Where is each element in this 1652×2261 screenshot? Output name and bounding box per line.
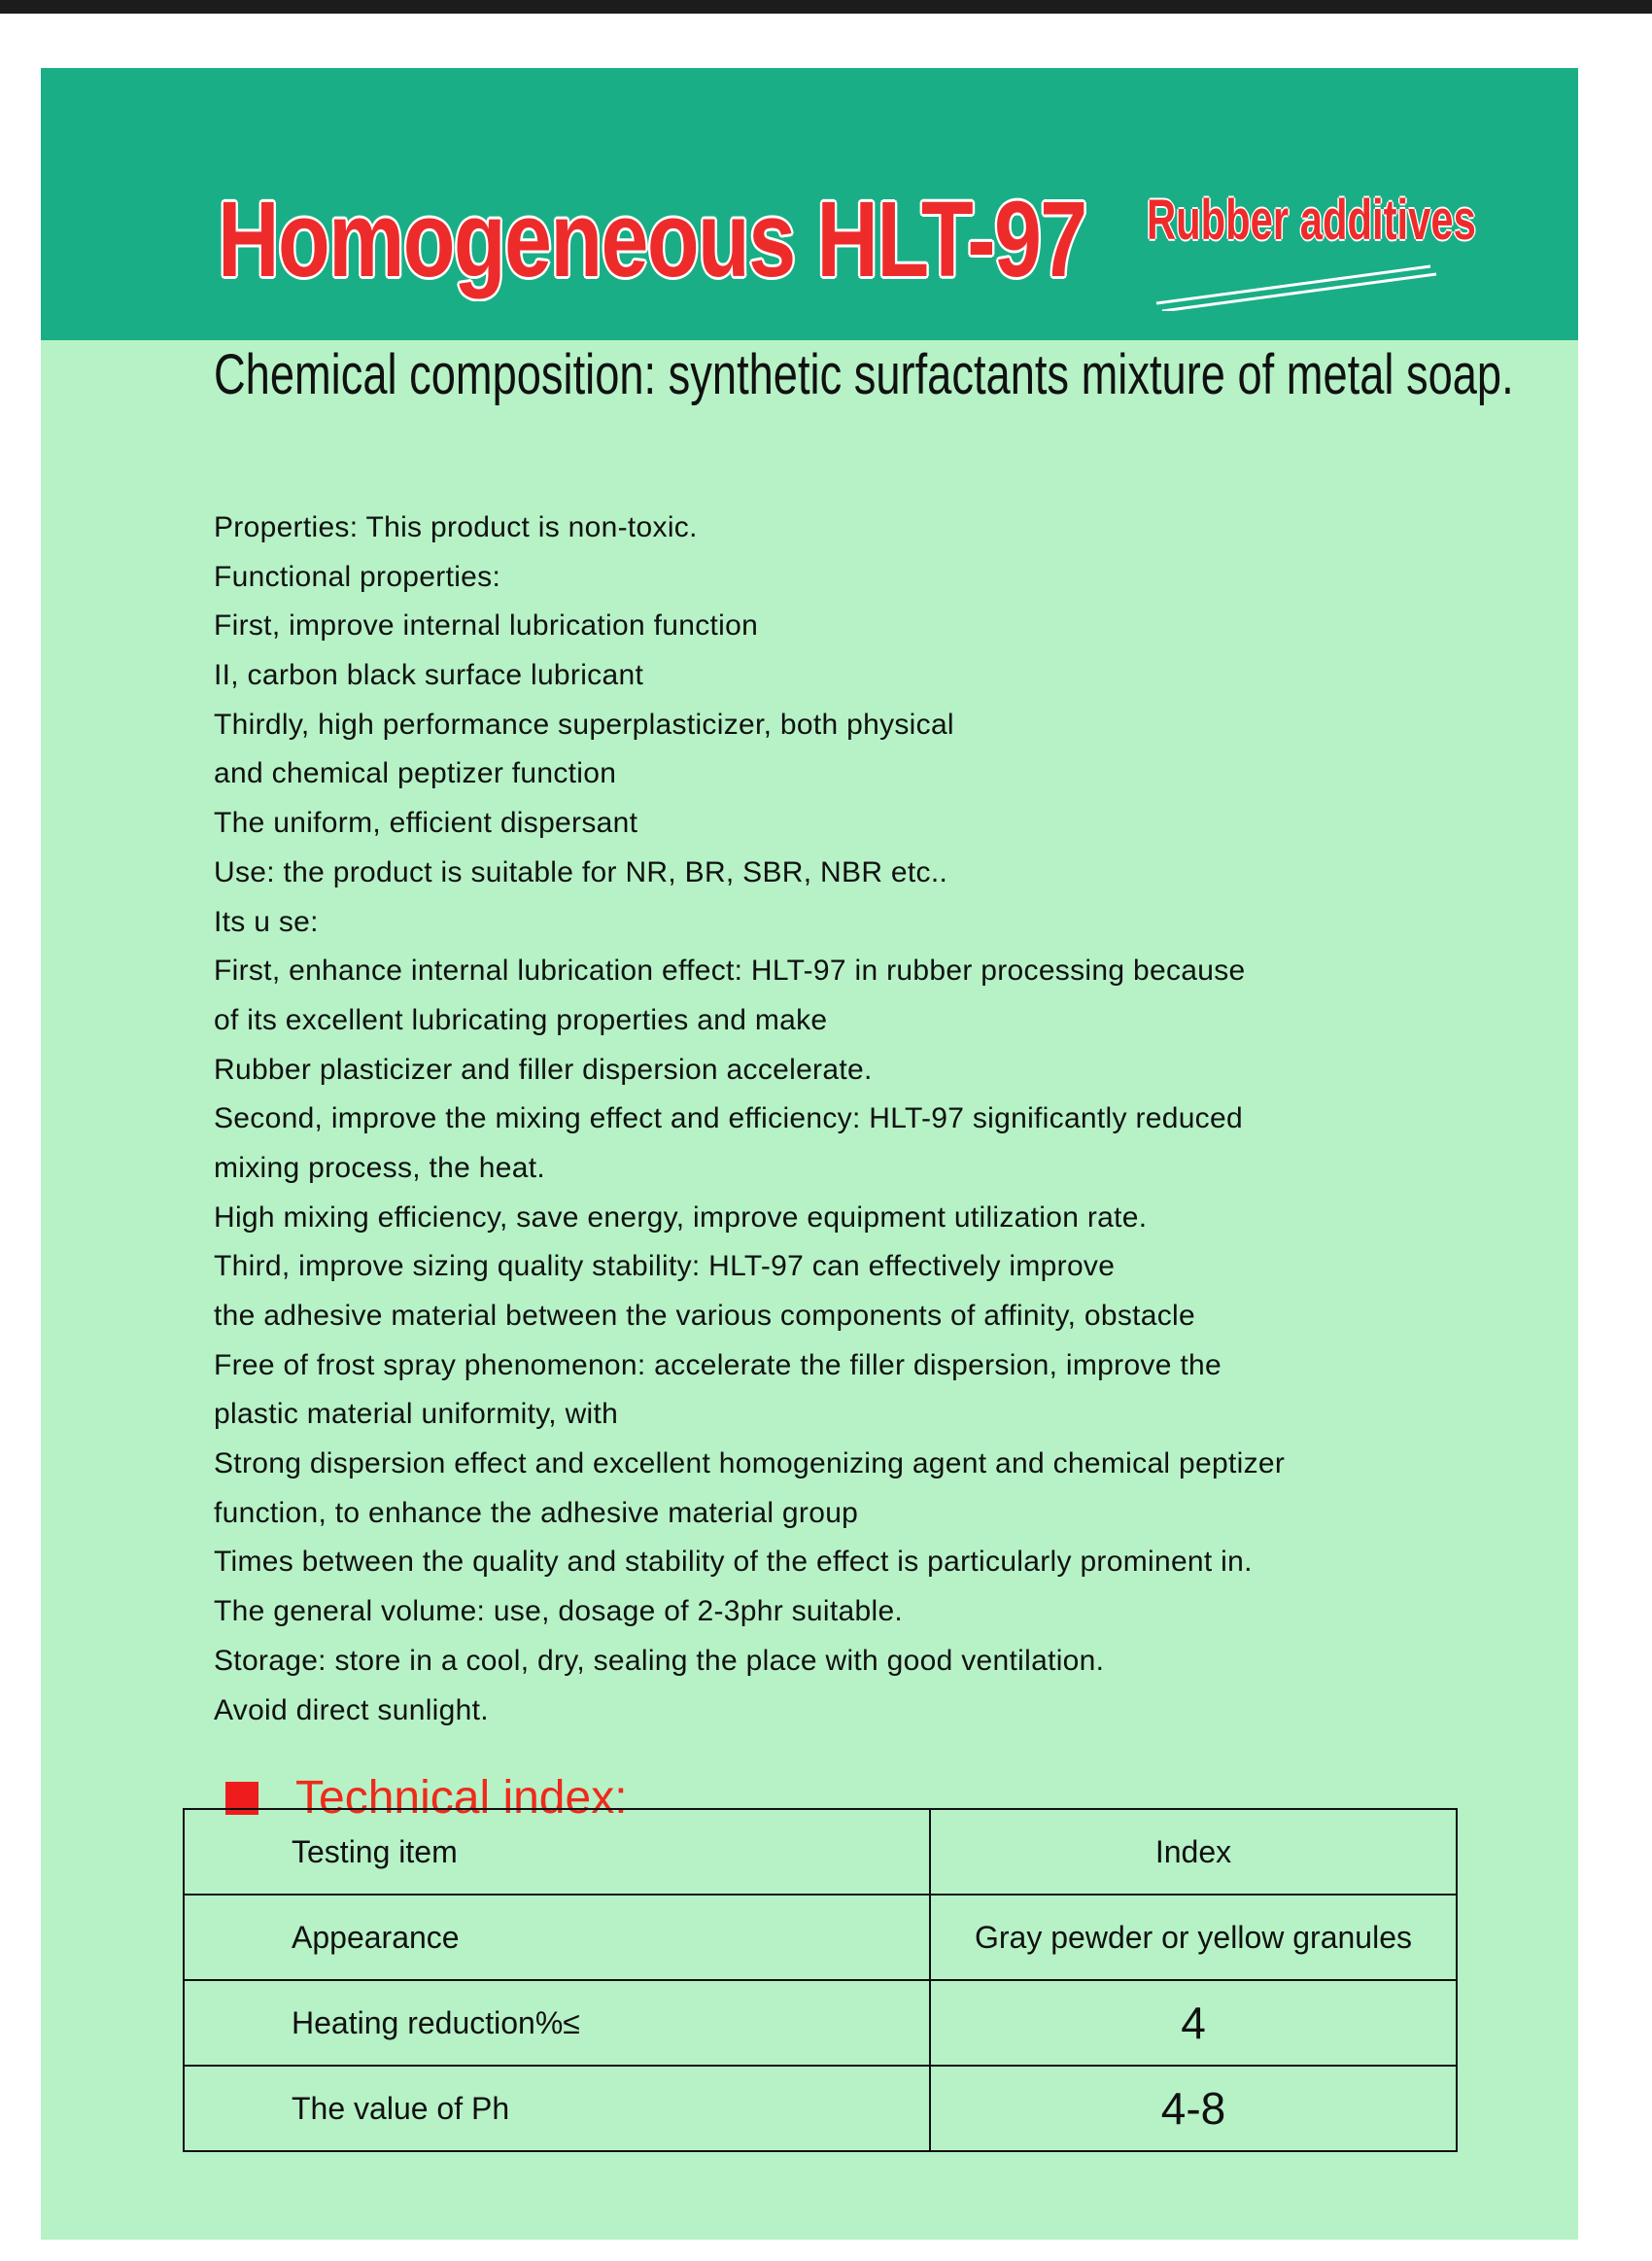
table-cell-item: Heating reduction%≤ [184,1980,930,2066]
header-band [41,68,1578,340]
table-header-row [184,1809,1457,1895]
body-line: Times between the quality and stability of the effect is particularly prominent in. [214,1546,1253,1579]
body-line: Free of frost spray phenomenon: accelerate the filler dispersion, improve the [214,1348,1222,1381]
product-title: Homogeneous HLT-97 [218,180,1086,299]
body-line: of its excellent lubricating properties and make [214,1003,828,1036]
table-cell-index: 4-8 [930,2066,1457,2151]
table-cell-item: The value of Ph [184,2066,930,2151]
description-body [214,504,1506,1735]
body-line: The general volume: use, dosage of 2-3phr suitable. [214,1595,904,1628]
body-line: the adhesive material between the various components of affinity, obstacle [214,1300,1196,1332]
deco-line-2 [1162,274,1436,311]
body-line: Functional properties: [214,560,501,593]
table-cell-item: Appearance [184,1895,930,1980]
body-line: High mixing efficiency, save energy, improve equipment utilization rate. [214,1200,1148,1234]
body-line: First, improve internal lubrication function [214,609,759,643]
table-row [184,2066,1457,2151]
body-line: Its u se: [214,905,319,938]
body-line: Storage: store in a cool, dry, sealing the place with good ventilation. [214,1644,1105,1677]
header-cell-index: Index [930,1809,1457,1895]
body-line: and chemical peptizer function [214,757,617,790]
technical-index-title: Technical index: [295,1772,628,1824]
table-row [184,1980,1457,2066]
technical-index-table [183,1808,1458,2152]
body-line: First, enhance internal lubrication effect: HLT-97 in rubber processing because [214,955,1246,988]
scan-top-edge [0,0,1652,14]
body-line: mixing process, the heat. [214,1151,546,1184]
chemical-composition-heading: Chemical composition: synthetic surfactants mixture of metal soap. [214,343,1514,406]
body-line: Third, improve sizing quality stability: HLT-97 can effectively improve [214,1250,1116,1283]
table-cell-index: Gray pewder or yellow granules [930,1895,1457,1980]
body-line: function, to enhance the adhesive material group [214,1496,859,1529]
table-row [184,1895,1457,1980]
body-line: Strong dispersion effect and excellent homogenizing agent and chemical peptizer [214,1447,1286,1480]
flyer-sheet [41,68,1578,2240]
decorative-lines [1149,253,1440,311]
table-cell-index: 4 [930,1980,1457,2066]
category-tag: Rubber additives [1147,189,1476,252]
body-line: Second, improve the mixing effect and efficiency: HLT-97 significantly reduced [214,1102,1243,1135]
body-line: Use: the product is suitable for NR, BR, SBR, NBR etc.. [214,855,948,888]
body-line: Thirdly, high performance superplasticizer, both physical [214,708,954,741]
body-line: Avoid direct sunlight. [214,1693,489,1726]
body-line: II, carbon black surface lubricant [214,659,644,692]
header-cell-item: Testing item [184,1809,930,1895]
body-line: Rubber plasticizer and filler dispersion accelerate. [214,1053,873,1086]
body-line: The uniform, efficient dispersant [214,807,638,840]
deco-line-1 [1156,266,1430,303]
body-line: Properties: This product is non-toxic. [214,511,698,543]
body-line: plastic material uniformity, with [214,1398,619,1431]
